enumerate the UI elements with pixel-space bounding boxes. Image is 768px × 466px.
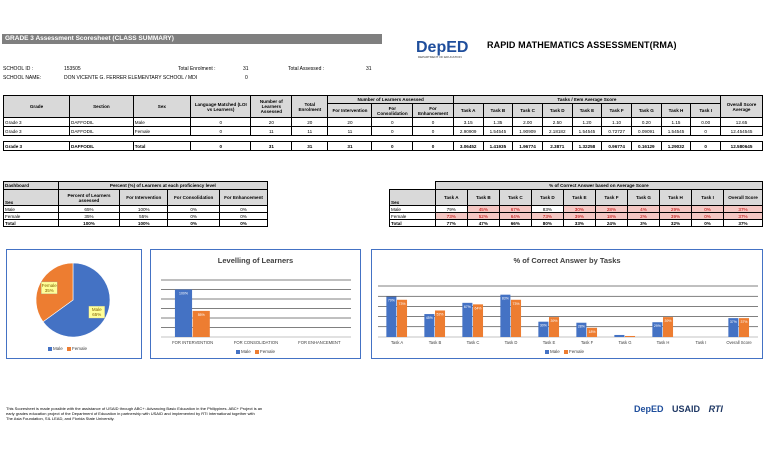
bar-label: 37% (740, 320, 748, 325)
cell-pct-7: 29% (659, 206, 691, 213)
levelling-chart-title: Levelling of Learners (217, 256, 294, 265)
cell-task-6: 0.16129 (631, 142, 661, 151)
col-task-5: Task F (602, 104, 632, 118)
cell-pct-7: 39% (659, 213, 691, 220)
legend-female-swatch (564, 350, 568, 354)
x-tick-label: FOR CONSOLIDATION (233, 340, 279, 345)
bar-label: 39% (664, 319, 672, 324)
col-grade: Grade (4, 96, 70, 118)
pie-label-male (89, 306, 105, 318)
pie-legend (45, 346, 87, 351)
cell-pct-8: 0% (692, 213, 724, 220)
legend-female-label: Female (569, 349, 585, 354)
legend-female-swatch (255, 350, 259, 354)
cell-task-6: 0.09091 (631, 127, 661, 136)
cell-sex: Male (133, 118, 190, 127)
cell-interv: 11 (328, 127, 372, 136)
cell-interv: 20 (328, 118, 372, 127)
bar-label: 45% (425, 316, 433, 321)
cell-task-2: 2.00 (513, 118, 543, 127)
legend-male-swatch (236, 350, 240, 354)
cell-pct-0: 73% (435, 213, 467, 220)
rma-title: RAPID MATHEMATICS ASSESSMENT(RMA) (487, 40, 677, 50)
cell-pct-1: 52% (467, 213, 499, 220)
col-group-tasks: Tasks / Item Average Score (453, 96, 720, 104)
correct-col-sex: Sex (390, 190, 436, 206)
cell-sex: Male (390, 206, 436, 213)
cell-task-3: 2.3871 (542, 142, 572, 151)
cell-lang: 0 (190, 118, 251, 127)
dashboard-row (4, 213, 268, 220)
x-tick-label: Task H (656, 340, 670, 345)
deped-logo-text: DepED (416, 39, 469, 56)
bar-label: 37% (729, 320, 737, 325)
cell-pct-4: 33% (563, 220, 595, 227)
cell-pct-0: 77% (435, 220, 467, 227)
cell-pct-6: 4% (627, 206, 659, 213)
cell-pct-8: 0% (692, 220, 724, 227)
col-task-2: Task C (513, 104, 543, 118)
legend-female-label: Female (72, 346, 88, 351)
x-tick-label: Task E (542, 340, 556, 345)
school-id-label: SCHOOL ID : (3, 66, 34, 72)
cell-overall: 12.454545 (721, 127, 763, 136)
cell-enh: 0% (220, 213, 268, 220)
x-tick-label: Task F (580, 340, 594, 345)
cell-task-8: 0 (691, 142, 721, 151)
footer-deped-logo: DepED (634, 404, 664, 414)
col-task-3: Task D (542, 104, 572, 118)
cell-pct-4: 39% (563, 213, 595, 220)
col-task-6: Task G (631, 104, 661, 118)
cell-enh: 0% (220, 206, 268, 213)
bar-label: 100% (179, 291, 188, 296)
cell-grade: Grade 3 (4, 127, 70, 136)
bar-label: 30% (539, 323, 547, 328)
total-enrolment-value: 31 (243, 66, 249, 72)
footer-logos (634, 404, 723, 414)
cell-lang: 0 (190, 127, 251, 136)
total-row (4, 142, 763, 151)
cell-task-3: 2.50 (542, 118, 572, 127)
bar-male-3 (500, 295, 510, 337)
cell-consol: 0 (372, 127, 413, 136)
legend-female-label: Female (260, 349, 276, 354)
cell-task-4: 1.54545 (572, 127, 602, 136)
cell-grade: Grade 3 (4, 142, 70, 151)
legend-male-label: Male (53, 346, 63, 351)
dashboard-col-enh: For Enhancement (220, 190, 268, 206)
cell-pct-5: 18% (595, 213, 627, 220)
cell-pct: 65% (58, 206, 120, 213)
cell-pct-9: 37% (724, 220, 763, 227)
cell-task-5: 0.96774 (602, 142, 632, 151)
cell-task-2: 1.96774 (513, 142, 543, 151)
correct-col-task-2: Task C (499, 190, 531, 206)
bar-label: 55% (197, 312, 205, 317)
sheet-title: GRADE 3 Assessment Scoresheet (CLASS SUMMARY) (5, 35, 174, 42)
cell-pct-3: 83% (531, 206, 563, 213)
legend-male-label: Male (550, 349, 560, 354)
svg-text:65%: 65% (92, 312, 102, 318)
cell-consol: 0 (372, 142, 413, 151)
cell-pct-2: 66% (499, 220, 531, 227)
bar-label: 79% (387, 298, 395, 303)
cell-task-4: 1.32258 (572, 142, 602, 151)
legend-male-label: Male (241, 349, 251, 354)
bar-label: 64% (474, 306, 482, 311)
deped-logo-subtext: DEPARTMENT OF EDUCATION (418, 55, 462, 59)
cell-consol: 0 (372, 118, 413, 127)
bar-label: 83% (501, 296, 509, 301)
cell-pct-1: 47% (467, 220, 499, 227)
deped-logo (414, 36, 480, 60)
bar-male-0 (386, 297, 396, 337)
col-task-1: Task B (483, 104, 513, 118)
cell-grade: Grade 3 (4, 118, 70, 127)
cell-task-0: 2.90909 (453, 127, 483, 136)
correct-col-task-1: Task B (467, 190, 499, 206)
cell-pct-1: 45% (467, 206, 499, 213)
correct-col-task-7: Task H (659, 190, 691, 206)
cell-task-1: 1.35 (483, 118, 513, 127)
correct-row (390, 206, 763, 213)
legend-male-swatch (545, 350, 549, 354)
cell-consol: 0% (168, 220, 220, 227)
correct-col-task-4: Task E (563, 190, 595, 206)
bar-label: 52% (436, 312, 444, 317)
cell-task-7: 1.29032 (661, 142, 691, 151)
cell-enh: 0 (413, 127, 454, 136)
cell-assessed: 20 (251, 118, 292, 127)
cell-overall: 12.65 (721, 118, 763, 127)
cell-section: DAFFODIL (70, 118, 134, 127)
dashboard-row (4, 206, 268, 213)
correct-row (390, 220, 763, 227)
correct-col-task-3: Task D (531, 190, 563, 206)
correct-chart-legend (542, 349, 584, 354)
table-row (4, 127, 763, 136)
cell-pct-9: 37% (724, 206, 763, 213)
correct-table-title: % of Correct Answer based on Average Score (435, 182, 762, 190)
cell-sex: Male (4, 206, 59, 213)
cell-interv: 100% (120, 206, 168, 213)
dashboard-row (4, 220, 268, 227)
levelling-legend (233, 349, 275, 354)
x-tick-label: Task A (390, 340, 404, 345)
cell-task-8: 0 (691, 127, 721, 136)
cell-pct-5: 28% (595, 206, 627, 213)
cell-section: DAFFODIL (70, 142, 134, 151)
col-for-consolidation: For Consolidation (372, 104, 413, 118)
cell-pct-2: 67% (499, 206, 531, 213)
cell-sex: Total (4, 220, 59, 227)
sheet-title-bar (2, 34, 382, 44)
cell-assessed: 31 (251, 142, 292, 151)
cell-task-0: 3.15 (453, 118, 483, 127)
cell-interv: 100% (120, 220, 168, 227)
cell-enrol: 31 (292, 142, 328, 151)
cell-task-0: 3.06452 (453, 142, 483, 151)
cell-sex: Female (133, 127, 190, 136)
cell-pct-9: 37% (724, 213, 763, 220)
cell-assessed: 11 (251, 127, 292, 136)
cell-task-5: 0.72727 (602, 127, 632, 136)
bar-male-0 (175, 290, 192, 338)
main-score-table (3, 95, 763, 151)
x-tick-label: Task C (466, 340, 480, 345)
col-overall: Overall Score Average (721, 96, 763, 118)
col-for-intervention: For Intervention (328, 104, 372, 118)
cell-task-7: 1.15 (661, 118, 691, 127)
bar-male-6 (614, 335, 624, 337)
cell-sex: Female (390, 213, 436, 220)
col-task-0: Task A (453, 104, 483, 118)
total-enrolment-sub: 0 (245, 75, 248, 81)
bar-label: 28% (577, 324, 585, 329)
cell-pct-6: 3% (627, 220, 659, 227)
cell-sex: Female (4, 213, 59, 220)
dashboard-col-pct: Percent of Learners assessed (58, 190, 120, 206)
cell-pct-2: 64% (499, 213, 531, 220)
cell-lang: 0 (190, 142, 251, 151)
col-language: Language Matched (LOI vs Learners) (190, 96, 251, 118)
footer-note (6, 406, 326, 421)
cell-overall: 12.580645 (721, 142, 763, 151)
footer-line-1: This Scoresheet is made possible with the assistance of USAID through ABC+: Advancing Basic Education in the Philippines. ABC+ Project is an (6, 406, 263, 411)
cell-task-5: 1.10 (602, 118, 632, 127)
col-section: Section (70, 96, 134, 118)
x-tick-label: Task G (618, 340, 632, 345)
correct-col-overall: Overall Score (724, 190, 763, 206)
x-tick-label: Task I (695, 340, 707, 345)
x-tick-label: Task B (428, 340, 442, 345)
cell-pct-6: 2% (627, 213, 659, 220)
svg-text:Male: Male (91, 307, 102, 313)
cell-task-2: 1.90909 (513, 127, 543, 136)
cell-pct-0: 79% (435, 206, 467, 213)
total-assessed-label: Total Assessed : (288, 66, 325, 72)
footer-line-2: early grades education project of the Department of Education in partnership with USAID and implemented by RTI International together with (6, 411, 255, 416)
total-enrolment-label: Total Enrolment : (178, 66, 216, 72)
correct-chart-title: % of Correct Answer by Tasks (513, 256, 621, 265)
cell-pct-7: 32% (659, 220, 691, 227)
pie-label-female (41, 282, 57, 294)
cell-sex: Total (390, 220, 436, 227)
bar-label: 39% (550, 319, 558, 324)
cell-enh: 0 (413, 142, 454, 151)
dashboard-col-interv: For Intervention (120, 190, 168, 206)
correct-answer-table (389, 181, 763, 227)
bar-female-6 (625, 336, 635, 337)
cell-enrol: 20 (292, 118, 328, 127)
cell-consol: 0% (168, 206, 220, 213)
cell-interv: 55% (120, 213, 168, 220)
cell-pct-8: 0% (692, 206, 724, 213)
correct-col-task-6: Task G (627, 190, 659, 206)
school-name-label: SCHOOL NAME: (3, 75, 42, 81)
cell-section: DAFFODIL (70, 127, 134, 136)
correct-col-task-8: Task I (692, 190, 724, 206)
school-id-value: 153505 (64, 66, 81, 72)
cell-pct-3: 73% (531, 213, 563, 220)
col-sex: Sex (133, 96, 190, 118)
cell-task-3: 2.18182 (542, 127, 572, 136)
col-num-learners: Number of Learners Assessed (251, 96, 292, 118)
total-assessed-value: 31 (366, 66, 372, 72)
dashboard-col-consol: For Consolidation (168, 190, 220, 206)
cell-pct-4: 30% (563, 206, 595, 213)
cell-consol: 0% (168, 213, 220, 220)
school-name-value: DON VICENTE G. FERRER ELEMENTARY SCHOOL / MDI (64, 75, 198, 81)
pie-chart (6, 249, 142, 359)
cell-enh: 0 (413, 118, 454, 127)
dashboard-table (3, 181, 268, 227)
svg-text:Female: Female (41, 282, 57, 288)
cell-task-7: 1.54545 (661, 127, 691, 136)
correct-row (390, 213, 763, 220)
col-for-enhancement: For Enhancement (413, 104, 454, 118)
footer-line-3: The Asia Foundation, SIL LEAD, and Florida State University. (6, 416, 115, 421)
footer-usaid-logo: USAID (672, 404, 701, 414)
bar-label: 18% (588, 329, 596, 334)
cell-enh: 0% (220, 220, 268, 227)
cell-interv: 31 (328, 142, 372, 151)
bar-label: 29% (653, 324, 661, 329)
correct-col-task-0: Task A (435, 190, 467, 206)
dashboard-col-sex: Sex (4, 190, 59, 206)
cell-task-1: 1.41935 (483, 142, 513, 151)
col-group-assessed: Number of Learners Assessed (328, 96, 453, 104)
footer-rti-logo: RTI (708, 404, 723, 414)
cell-task-4: 1.20 (572, 118, 602, 127)
correct-col-task-5: Task F (595, 190, 627, 206)
correct-by-tasks-chart (371, 249, 763, 359)
cell-task-6: 0.20 (631, 118, 661, 127)
col-total-enrolment: Total Enrolment (292, 96, 328, 118)
table-row (4, 118, 763, 127)
cell-sex: Total (133, 142, 190, 151)
levelling-chart (150, 249, 361, 359)
cell-task-1: 1.54545 (483, 127, 513, 136)
col-task-7: Task H (661, 104, 691, 118)
x-tick-label: Task D (504, 340, 518, 345)
bar-label: 67% (463, 304, 471, 309)
legend-male-swatch (48, 347, 52, 351)
bar-label: 73% (512, 301, 520, 306)
svg-text:35%: 35% (44, 287, 54, 293)
bar-label: 73% (398, 301, 406, 306)
cell-pct-3: 80% (531, 220, 563, 227)
legend-female-swatch (67, 347, 71, 351)
cell-pct: 35% (58, 213, 120, 220)
cell-pct: 100% (58, 220, 120, 227)
col-task-4: Task E (572, 104, 602, 118)
x-tick-label: FOR INTERVENTION (172, 340, 214, 345)
cell-enrol: 11 (292, 127, 328, 136)
x-tick-label: Overall Score (726, 340, 752, 345)
cell-task-8: 0.00 (691, 118, 721, 127)
dashboard-title: Dashboard (4, 182, 59, 190)
cell-pct-5: 24% (595, 220, 627, 227)
dashboard-percent-header: Percent (%) of Learners at each proficiency level (58, 182, 267, 190)
x-tick-label: FOR ENHANCEMENT (298, 340, 341, 345)
col-task-8: Task I (691, 104, 721, 118)
